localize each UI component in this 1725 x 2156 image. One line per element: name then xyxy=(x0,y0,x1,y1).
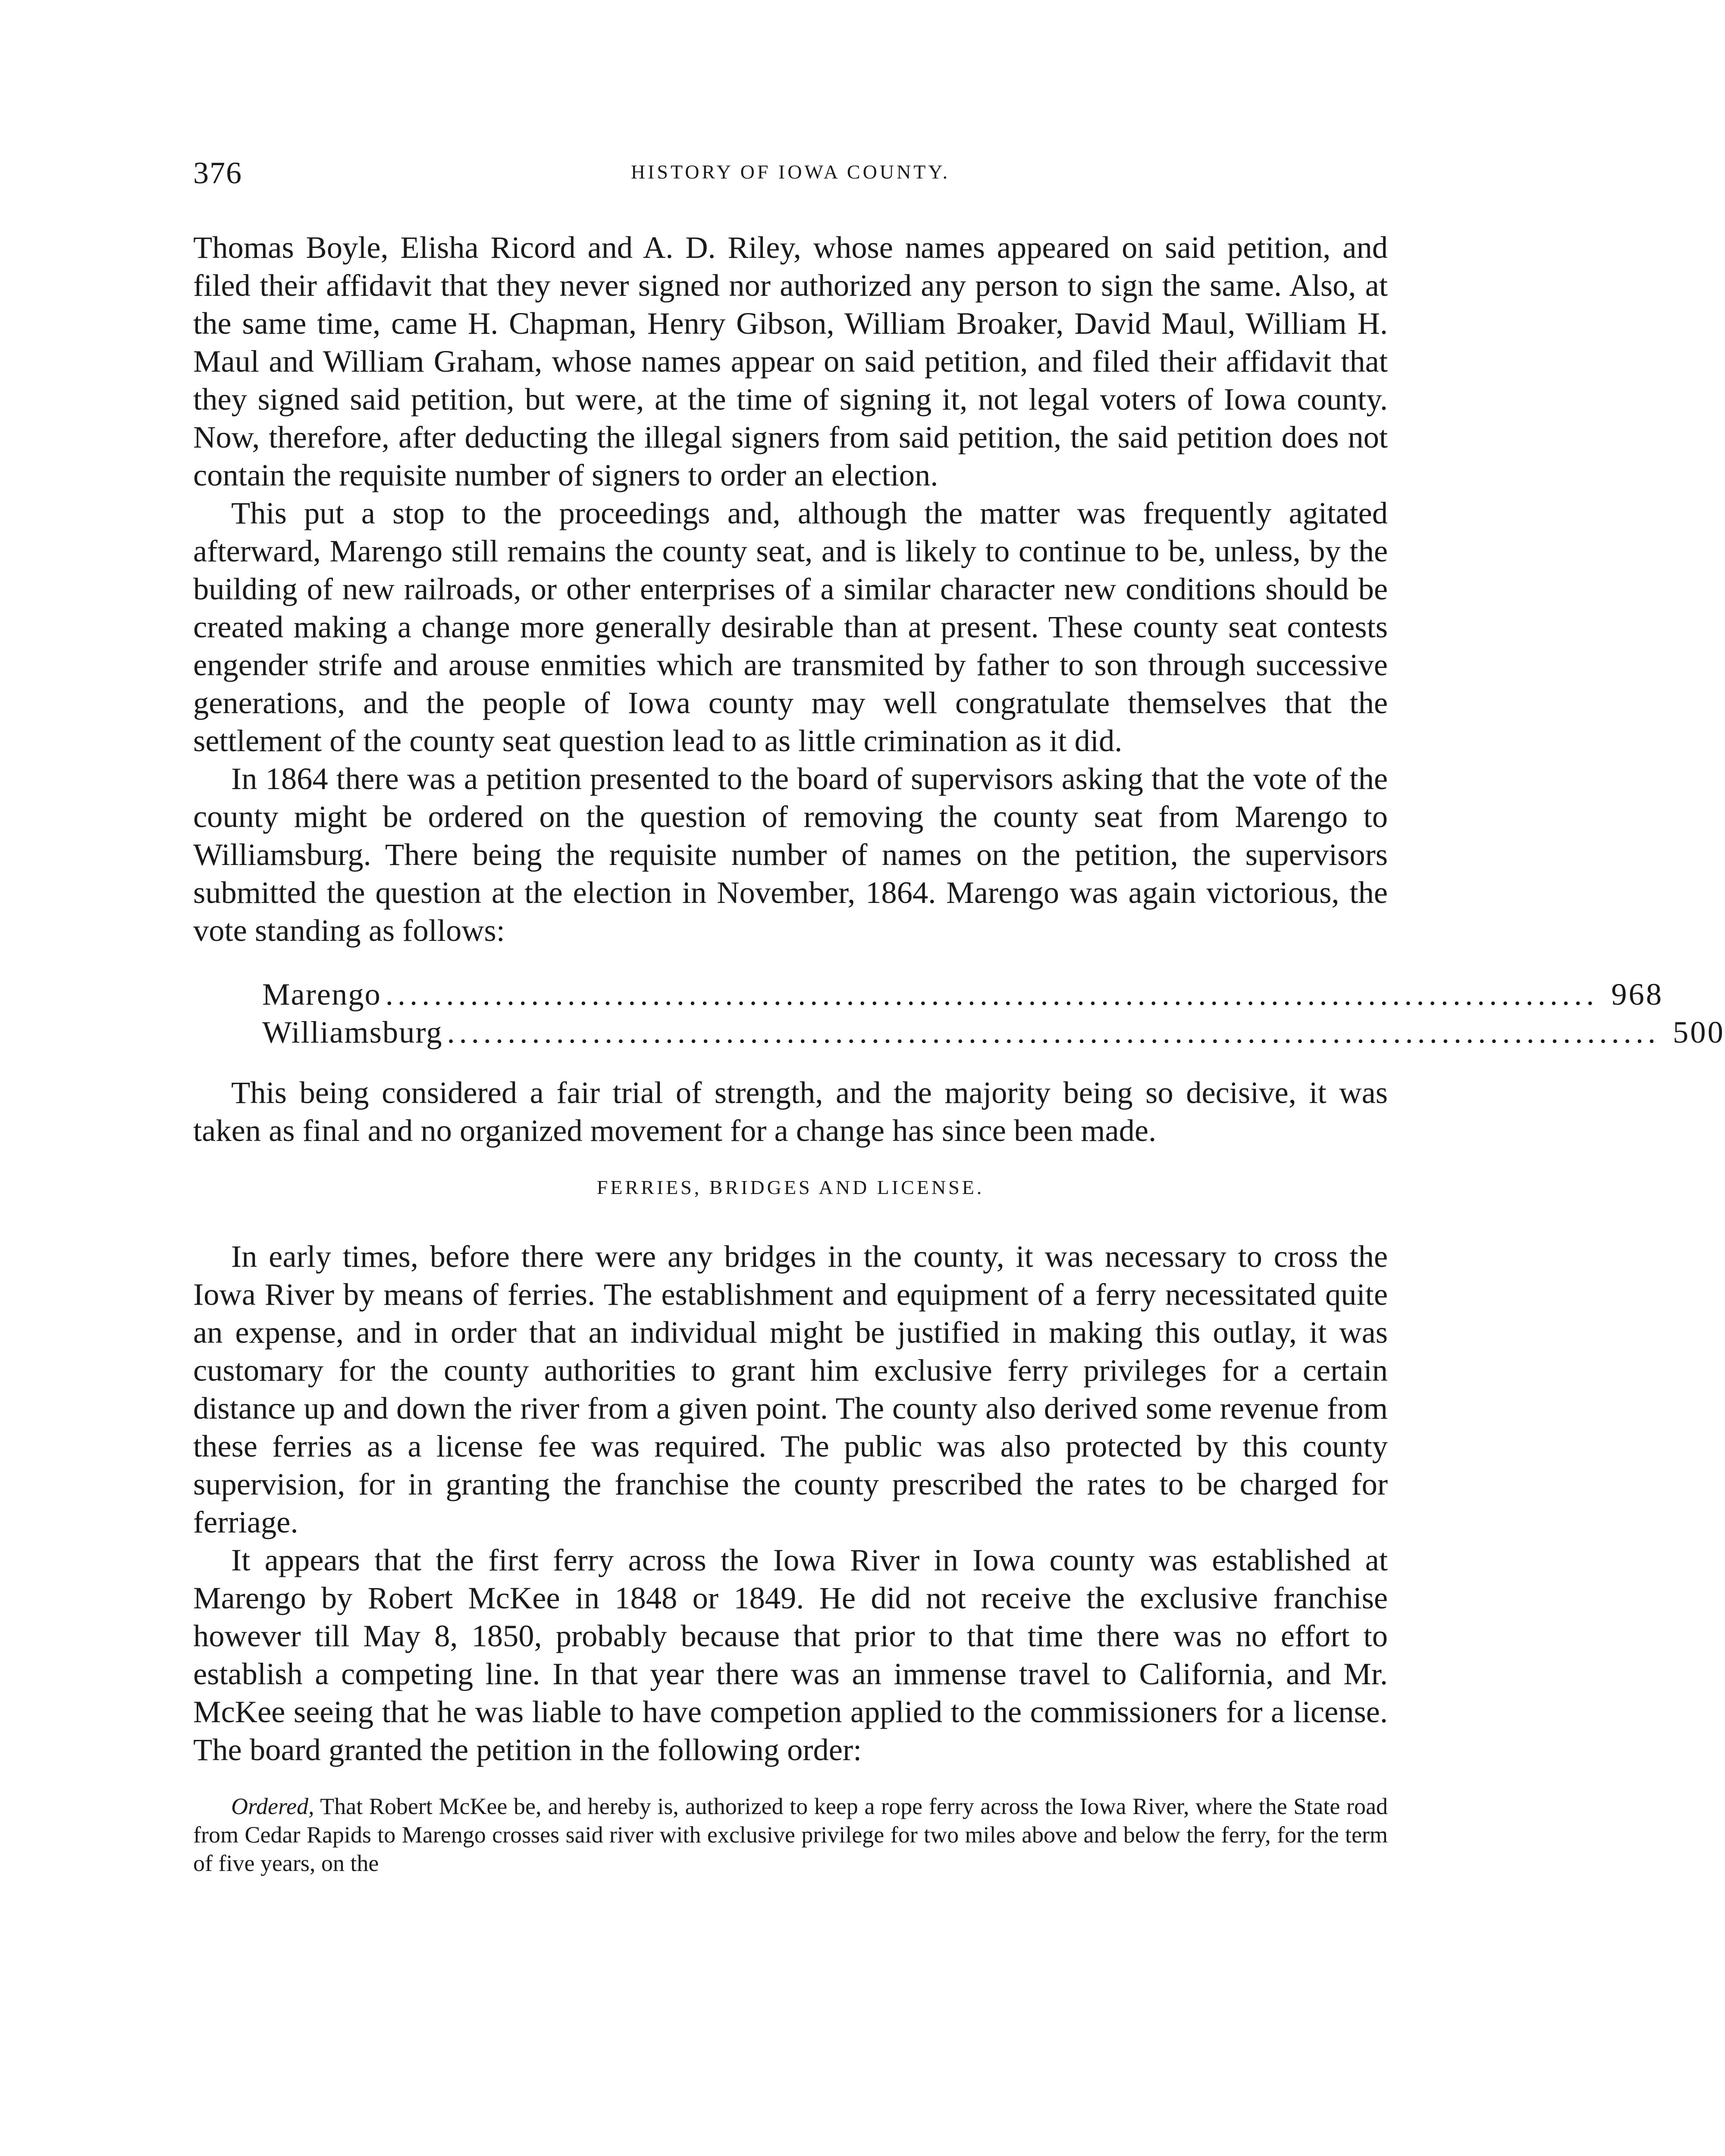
page-number: 376 xyxy=(193,156,242,190)
paragraph-county-seat-contests: This put a stop to the proceedings and, although the matter was frequently agitated afterward, Marengo still remains the county seat, and is likely to continue to be, unless, by the building of new railroads, or other enterprises of a similar character new conditions should be created making a change more generally desirable than at present. These county seat contests engender strife and arouse enmities which are transmited by father to son through successive generations, and the people of Iowa county may well congratulate themselves that the settlement of the county seat question lead to as little crimination as it did. xyxy=(193,495,1388,758)
paragraph-ferries: In early times, before there were any bridges in the county, it was necessary to cross the Iowa River by means of ferries. The establishment and equipment of a ferry necessitated quite an expense, and in order that an individual might be justified in making this outlay, it was customary for the county authorities to grant him exclusive ferry privileges for a certain distance up and down the river from a given point. The county also derived some revenue from these ferries as a license fee was required. The public was also protected by this county supervision, for in granting the franchise the county prescribed the rates to be charged for ferriage. xyxy=(193,1239,1388,1539)
vote-count: 968 xyxy=(1611,977,1663,1012)
leader-dots: .................................................................................................... xyxy=(447,1015,1660,1050)
vote-place: Marengo xyxy=(262,977,381,1012)
order-quote xyxy=(193,1792,1388,1877)
page-header xyxy=(193,155,1388,194)
order-text: That Robert McKee be, and hereby is, authorized to keep a rope ferry across the Iowa River, where the State road from Cedar Rapids to Marengo crosses said river with exclusive privilege for two miles above and below the ferry, for the term of five years, on the xyxy=(193,1793,1388,1876)
vote-count: 500 xyxy=(1672,1015,1725,1050)
paragraph-affidavits: Thomas Boyle, Elisha Ricord and A. D. Riley, whose names appeared on said petition, and filed their affidavit that they never signed nor authorized any person to sign the same. Also, at the same time, came H. Chapman, Henry Gibson, William Broaker, David Maul, William H. Maul and William Graham, whose names appear on said petition, and filed their affidavit that they signed said petition, but were, at the time of signing it, not legal voters of Iowa county. Now, therefore, after deducting the illegal signers from said petition, the said petition does not contain the requisite number of signers to order an election. xyxy=(193,230,1388,492)
section-heading: FERRIES, BRIDGES AND LICENSE. xyxy=(596,1176,985,1198)
vote-row-marengo xyxy=(262,975,1663,1013)
paragraph-fair-trial: This being considered a fair trial of strength, and the majority being so decisive, it was taken as final and no organized movement for a change has since been made. xyxy=(193,1075,1388,1148)
body-text xyxy=(193,229,1725,1877)
running-title: HISTORY OF IOWA COUNTY. xyxy=(630,161,950,183)
vote-row-williamsburg xyxy=(262,1013,1725,1051)
ordered-word: Ordered, xyxy=(231,1793,314,1819)
paragraph-1864-petition: In 1864 there was a petition presented to the board of supervisors asking that the vote of the county might be ordered on the question of removing the county seat from Marengo to Williamsburg. There being the requisite number of names on the petition, the supervisors submitted the question at the election in November, 1864. Marengo was again victorious, the vote standing as follows: xyxy=(193,761,1388,948)
leader-dots: .................................................................................................... xyxy=(385,977,1599,1012)
vote-table xyxy=(262,975,1725,1051)
vote-place: Williamsburg xyxy=(262,1015,443,1050)
paragraph-first-ferry: It appears that the first ferry across the Iowa River in Iowa county was established at Marengo by Robert McKee in 1848 or 1849. He did not receive the exclusive franchise however till May 8, 1850, probably because that prior to that time there was no effort to establish a competing line. In that year there was an immense travel to California, and Mr. McKee seeing that he was liable to have competion applied to the commissioners for a license. The board granted the petition in the following order: xyxy=(193,1542,1388,1767)
